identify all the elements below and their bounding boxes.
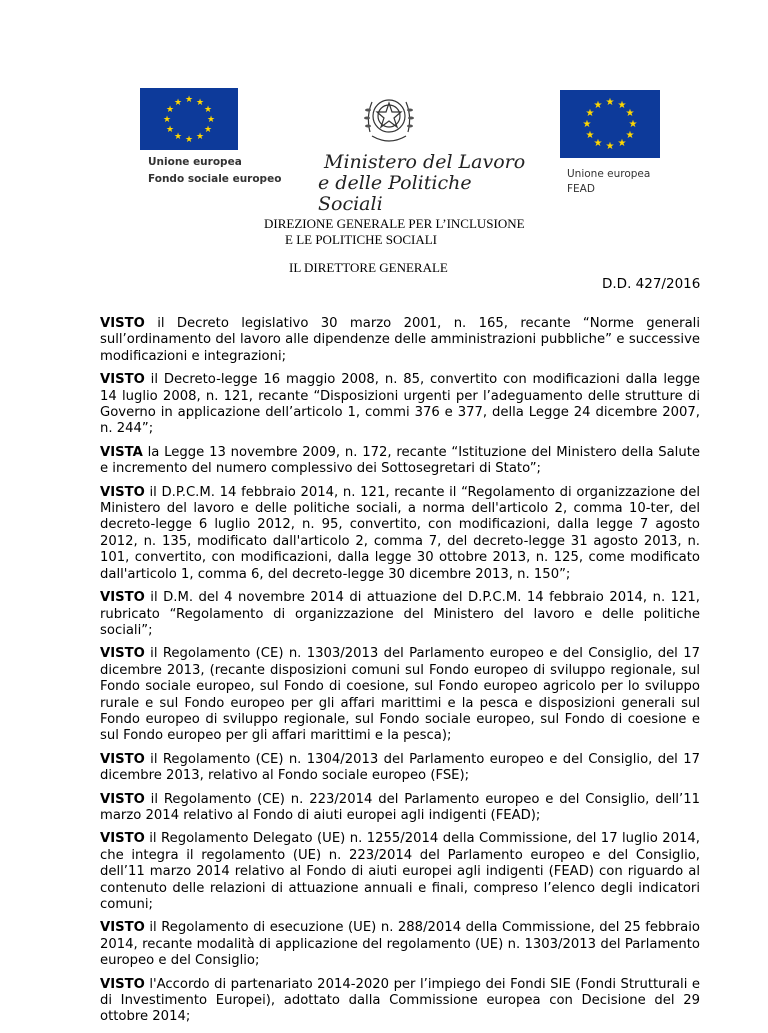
svg-text:★: ★: [593, 100, 603, 111]
recital-keyword: VISTO: [100, 646, 145, 662]
svg-text:★: ★: [605, 141, 615, 152]
recital-text: il Regolamento Delegato (UE) n. 1255/2014 della Commissione, del 17 luglio 2014, che integra il regolamento (UE) n. 223/2014 del Parlamento europeo e del Consiglio, dell’11 marzo 2014 relativo al Fondo di aiuti europei agli indigenti (FEAD) con riguardo al contenuto delle relazioni di attuazione annuali e finali, compreso l’elenco degli indicatori comuni;: [100, 831, 700, 912]
svg-text:★: ★: [617, 138, 627, 149]
recital-paragraph: [100, 316, 700, 365]
eu-fse-caption-1: Unione europea: [148, 156, 242, 168]
eu-fse-logo: [140, 88, 282, 188]
svg-text:★: ★: [184, 95, 194, 105]
eu-flag-icon: [560, 90, 660, 158]
direction-title-line-1: DIREZIONE GENERALE PER L’INCLUSIONE: [264, 216, 525, 231]
recital-keyword: VISTO: [100, 791, 145, 807]
svg-text:★: ★: [628, 119, 638, 130]
eu-fead-logo: [560, 90, 660, 200]
recital-paragraph: [100, 646, 700, 744]
eu-stars-icon: [560, 90, 660, 158]
recital-paragraph: [100, 792, 700, 825]
recital-keyword: VISTO: [100, 920, 145, 936]
recital-keyword: VISTO: [100, 372, 145, 388]
svg-text:★: ★: [625, 130, 635, 141]
svg-text:★: ★: [184, 135, 194, 145]
eu-stars-icon: [140, 88, 238, 150]
recital-text: il D.M. del 4 novembre 2014 di attuazione del D.P.C.M. 14 febbraio 2014, n. 121, rubricato “Regolamento di organizzazione del Ministero del lavoro e delle politiche sociali”;: [100, 590, 700, 638]
svg-text:★: ★: [605, 97, 615, 108]
recital-text: il D.P.C.M. 14 febbraio 2014, n. 121, recante il “Regolamento di organizzazione del Ministero del lavoro e delle politiche sociali, a norma dell'articolo 2, comma 10-ter, del decreto-legge 6 luglio 2012, n. 95, convertito, con modificazioni, dalla legge 7 agosto 2012, n. 135, modificato dall'articolo 2, comma 7, del decreto-legge 31 agosto 2013, n. 101, convertito, con modificazioni, dalla legge 30 ottobre 2013, n. 125, come modificato dall'articolo 1, comma 6, del decreto-legge 30 dicembre 2013, n. 150”;: [100, 484, 700, 582]
recital-paragraph: [100, 372, 700, 438]
recital-paragraph: [100, 977, 700, 1026]
svg-text:★: ★: [206, 115, 216, 125]
eu-fse-caption-2: Fondo sociale europeo: [148, 173, 282, 185]
recital-keyword: VISTO: [100, 316, 145, 331]
svg-text:★: ★: [195, 132, 205, 142]
svg-text:★: ★: [203, 125, 213, 135]
recital-text: il Regolamento (CE) n. 1303/2013 del Parlamento europeo e del Consiglio, del 17 dicembre 2013, (recante disposizioni comuni sul Fondo europeo di sviluppo regionale, sul Fondo sociale europeo, sul Fondo di coesione, sul Fondo europeo agricolo per lo sviluppo rurale e sul Fondo europeo per gli affari marittimi e la pesca e disposizioni generali sul Fondo europeo di sviluppo regionale, sul Fondo sociale europeo, sul Fondo di coesione e sul Fondo europeo per gli affari marittimi e la pesca);: [100, 646, 700, 744]
svg-text:★: ★: [617, 100, 627, 111]
ministry-line-1: Ministero del Lavoro: [324, 151, 526, 173]
recital-text: il Decreto legislativo 30 marzo 2001, n. 165, recante “Norme generali sull’ordinamento del lavoro alle dipendenze delle amministrazioni pubbliche” e successive modificazioni e integrazioni;: [100, 316, 700, 364]
recital-keyword: VISTO: [100, 590, 145, 606]
svg-text:★: ★: [195, 98, 205, 108]
recital-paragraph: [100, 831, 700, 913]
svg-text:★: ★: [165, 105, 175, 115]
ministry-line-2: e delle Politiche Sociali: [318, 172, 472, 215]
recital-paragraph: [100, 590, 700, 639]
svg-text:★: ★: [203, 105, 213, 115]
svg-text:★: ★: [173, 98, 183, 108]
italian-republic-emblem-icon: [358, 86, 420, 150]
recital-keyword: VISTO: [100, 976, 145, 992]
svg-text:★: ★: [165, 125, 175, 135]
eu-fead-caption-1: Unione europea: [567, 168, 651, 180]
recital-paragraph: [100, 752, 700, 785]
svg-text:★: ★: [585, 108, 595, 119]
svg-text:★: ★: [625, 108, 635, 119]
eu-flag-icon: [140, 88, 238, 150]
recital-text: la Legge 13 novembre 2009, n. 172, recante “Istituzione del Ministero della Salute e incremento del numero complessivo dei Sottosegretari di Stato”;: [100, 444, 700, 477]
recital-text: l'Accordo di partenariato 2014-2020 per l’impiego dei Fondi SIE (Fondi Strutturali e di Investimento Europei), adottato dalla Commissione europea con Decisione del 29 ottobre 2014;: [100, 976, 700, 1025]
recital-paragraph: [100, 920, 700, 969]
ministry-wordmark: [318, 152, 538, 215]
recital-keyword: VISTA: [100, 444, 143, 460]
director-general-title: IL DIRETTORE GENERALE: [289, 260, 448, 275]
recital-text: il Decreto-legge 16 maggio 2008, n. 85, convertito con modificazioni dalla legge 14 luglio 2008, n. 121, recante “Disposizioni urgenti per l’adeguamento delle strutture di Governo in applicazione dell’articolo 1, commi 376 e 377, della Legge 24 dicembre 2007, n. 244”;: [100, 372, 700, 437]
direction-title-line-2: E LE POLITICHE SOCIALI: [285, 232, 438, 247]
svg-text:★: ★: [173, 132, 183, 142]
svg-text:★: ★: [582, 119, 592, 130]
recital-text: il Regolamento (CE) n. 1304/2013 del Parlamento europeo e del Consiglio, del 17 dicembre 2013, relativo al Fondo sociale europeo (FSE);: [100, 751, 700, 784]
recital-keyword: VISTO: [100, 484, 145, 500]
svg-text:★: ★: [585, 130, 595, 141]
recital-keyword: VISTO: [100, 751, 145, 767]
recital-paragraph: [100, 445, 700, 478]
svg-text:★: ★: [162, 115, 172, 125]
decree-number: D.D. 427/2016: [602, 276, 701, 292]
recital-text: il Regolamento di esecuzione (UE) n. 288/2014 della Commissione, del 25 febbraio 2014, recante modalità di applicazione del regolamento (UE) n. 1303/2013 del Parlamento europeo e del Consiglio;: [100, 920, 700, 969]
recital-keyword: VISTO: [100, 831, 145, 847]
recital-paragraph: [100, 485, 700, 583]
recital-text: il Regolamento (CE) n. 223/2014 del Parlamento europeo e del Consiglio, dell’11 marzo 2014 relativo al Fondo di aiuti europei agli indigenti (FEAD);: [100, 791, 700, 823]
svg-text:★: ★: [593, 138, 603, 149]
decree-body: [100, 316, 700, 1033]
eu-fead-caption-2: FEAD: [567, 183, 595, 195]
